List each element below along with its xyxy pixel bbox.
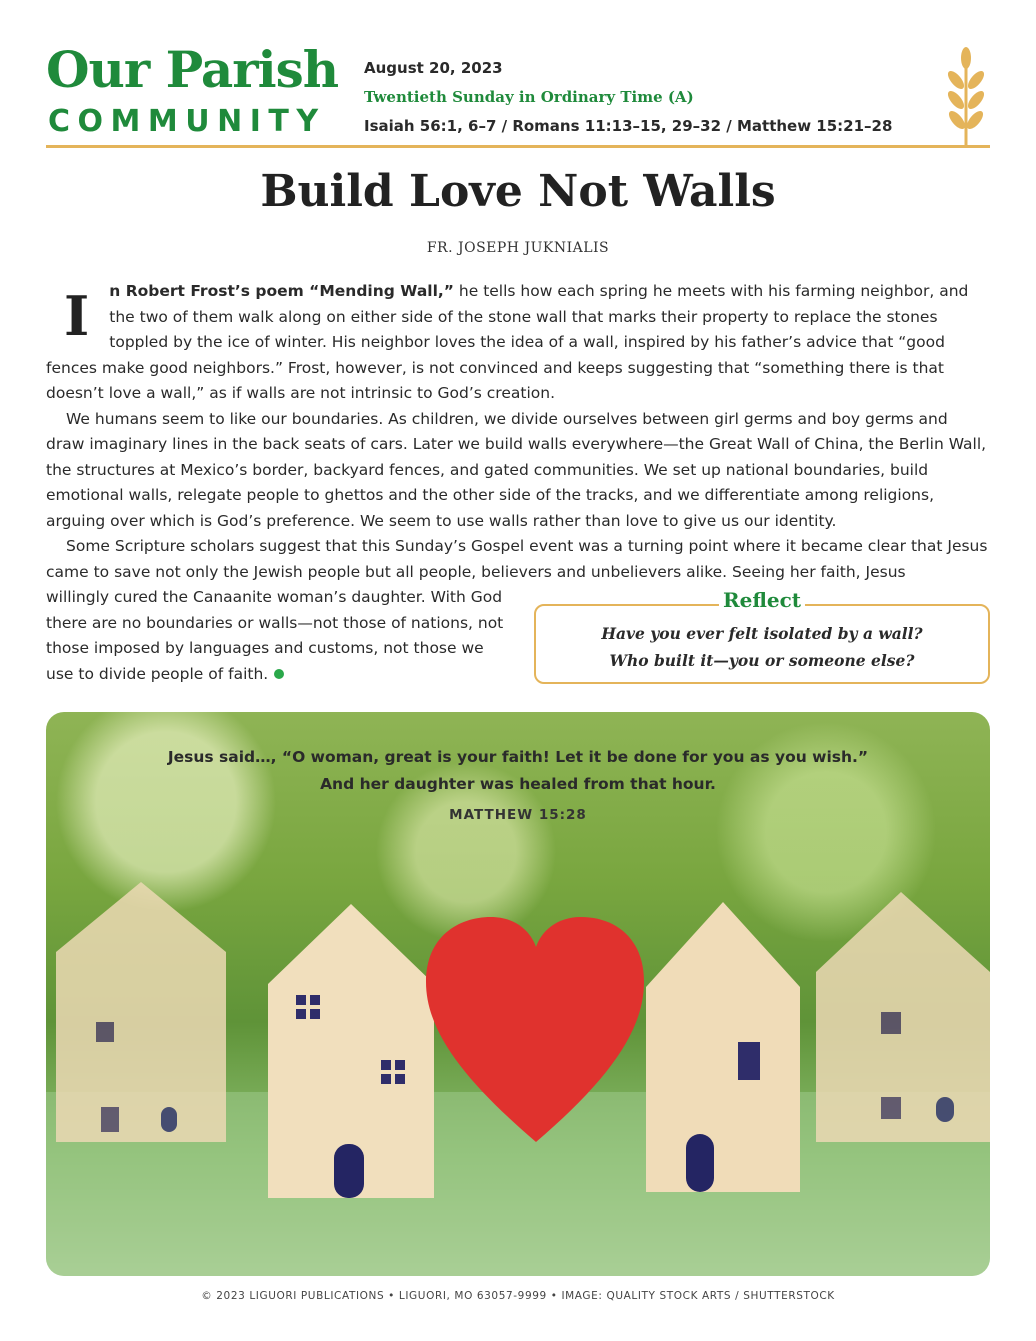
readings: Isaiah 56:1, 6–7 / Romans 11:13–15, 29–32 / Matthew 15:21–28 [364,117,893,135]
scripture-quote-line-2: And her daughter was healed from that hour. [320,775,716,793]
issue-date: August 20, 2023 [364,59,503,77]
paragraph-1-lead: n Robert Frost’s poem “Mending Wall,” [109,282,454,300]
house-right-near [646,902,800,1192]
article-body [46,279,990,534]
paragraph-3: Some Scripture scholars suggest that this Sunday’s Gospel event was a turning point where it became clear that Jesus came to save not only the Jewish people but all people, believers and unbelievers alike. Seeing her faith, Jesus [46,537,988,581]
logo-title: Our Parish [46,40,339,99]
article-byline: FR. JOSEPH JUKNIALIS [426,240,610,256]
paragraph-2: We humans seem to like our boundaries. As children, we divide ourselves between girl germs and boy germs and draw imaginary lines in the back seats of cars. Later we build walls everywhere—the Great Wall of China, the Berlin Wall, the structures at Mexico’s border, backyard fences, and gated communities. We set up national boundaries, build emotional walls, relegate people to ghettos and the other side of the tracks, and we differentiate among religions, arguing over which is God’s preference. We seem to use walls rather than love to give us our identity. [46,409,987,530]
liturgical-day: Twentieth Sunday in Ordinary Time (A) [364,88,694,106]
paragraph-1 [46,279,990,407]
footer-credits: © 2023 LIGUORI PUBLICATIONS • LIGUORI, MO 63057-9999 • IMAGE: QUALITY STOCK ARTS / SHUTTERSTOCK [201,1290,835,1302]
header-divider [46,145,990,148]
paragraph-3-end: willingly cured the Canaanite woman’s daughter. With God there are no boundaries or walls—not those of nations, not those imposed by languages and customs, not those we use to divide people of faith. [46,588,504,683]
reflect-questions [536,620,988,674]
scripture-photo [46,712,990,1276]
logo-subtitle: COMMUNITY [48,104,326,139]
reflect-question-1: Have you ever felt isolated by a wall? [601,624,923,643]
scripture-quote-line-1: Jesus said…, “O woman, great is your faith! Let it be done for you as you wish.” [167,748,869,766]
paragraph-3-continued [46,585,516,687]
house-left-far [56,882,226,1142]
article-title: Build Love Not Walls [260,166,776,217]
masthead [46,40,990,148]
end-mark-icon [274,669,284,679]
scripture-citation: MATTHEW 15:28 [449,807,587,823]
reflect-box [534,588,990,684]
house-left-near [268,904,434,1198]
drop-cap: I [64,284,90,348]
wheat-icon [942,44,990,146]
reflect-question-2: Who built it—you or someone else? [609,651,915,670]
paragraph-1-text: he tells how each spring he meets with his farming neighbor, and the two of them walk along on either side of the stone wall that marks their property to replace the stones toppled by the ice of winter. His neighbor loves the idea of a wall, inspired by his father’s advice that “good fences make good neighbors.” Frost, however, is not convinced and keeps suggesting that “something there is that doesn’t love a wall,” as if walls are not intrinsic to God’s creation. [46,282,969,402]
house-right-far [816,892,990,1142]
reflect-label: Reflect [719,588,805,612]
scripture-quote [46,744,990,798]
issue-meta [364,54,892,141]
